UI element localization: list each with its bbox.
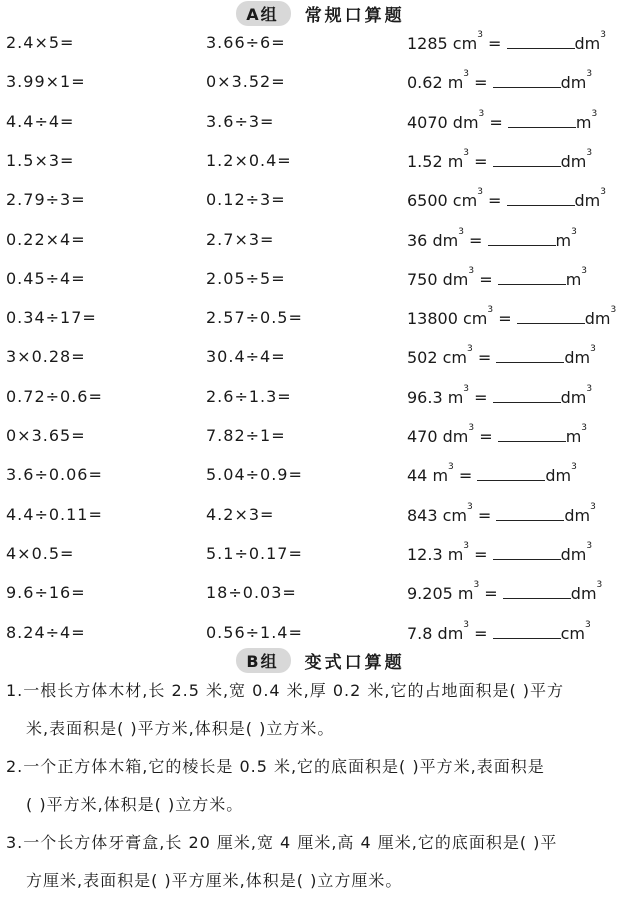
cube-sup: 3: [477, 30, 483, 40]
conversion-unit: dm: [545, 466, 572, 486]
equals-sign: =: [469, 544, 493, 564]
problem-col2: 30.4÷4=: [206, 347, 286, 367]
problem-col2: 7.82÷1=: [206, 426, 286, 445]
conversion-left: 750 dm: [407, 269, 469, 289]
conversion-unit: dm: [564, 348, 591, 368]
problem-col1: 4.4÷4=: [6, 111, 75, 131]
cube-sup: 3: [596, 580, 603, 591]
cube-sup: 3: [581, 423, 588, 433]
calc-row: [0, 580, 641, 613]
conversion-left: 502 cm: [407, 348, 468, 368]
conversion-left: 0.62 m: [407, 73, 464, 93]
answer-blank[interactable]: [493, 72, 561, 88]
answer-blank[interactable]: [503, 583, 571, 599]
problem-col1: 3.6÷0.06=: [6, 465, 103, 485]
section-a-header: [0, 0, 641, 26]
conversion-unit: dm: [560, 544, 587, 564]
equals-sign: =: [493, 309, 517, 329]
cube-sup: 3: [463, 619, 470, 630]
calc-row: [0, 383, 641, 417]
unit-conversion: [407, 30, 606, 53]
conversion-left: 96.3 m: [407, 387, 464, 407]
equals-sign: =: [482, 191, 507, 211]
problem-col1: 0.72÷0.6=: [6, 386, 103, 406]
cube-sup: 3: [571, 226, 577, 237]
problem-col2: 3.66÷6=: [206, 33, 286, 52]
unit-conversion: [407, 540, 593, 564]
unit-conversion: [407, 423, 588, 446]
conversion-unit: dm: [560, 151, 587, 171]
equals-sign: =: [472, 505, 497, 525]
problem-col1: 4×0.5=: [6, 543, 75, 563]
answer-blank[interactable]: [488, 230, 556, 246]
conversion-unit: dm: [560, 73, 587, 93]
equals-sign: =: [469, 387, 493, 407]
problem-2-line-2: ( )平方米,体积是( )立方米。: [26, 795, 244, 814]
cube-sup: 3: [463, 69, 470, 80]
cube-sup: 3: [478, 108, 485, 119]
problem-col1: 9.6÷16=: [6, 583, 86, 603]
unit-conversion: [407, 265, 588, 289]
equals-sign: =: [469, 73, 493, 93]
unit-conversion: [407, 187, 606, 211]
word-problems: [0, 672, 641, 900]
problem-col2: 0×3.52=: [206, 72, 286, 92]
cube-sup: 3: [468, 265, 475, 276]
cube-sup: 3: [586, 147, 593, 158]
calc-row: [0, 501, 641, 535]
conversion-unit: cm: [560, 623, 585, 643]
conversion-left: 6500 cm: [407, 191, 478, 211]
unit-conversion: [407, 108, 598, 132]
problem-col1: 0×3.65=: [6, 426, 86, 445]
calc-row: [0, 305, 641, 338]
unit-conversion: [407, 305, 617, 329]
conversion-left: 7.8 dm: [407, 623, 464, 643]
conversion-left: 9.205 m: [407, 584, 474, 604]
equals-sign: =: [484, 112, 508, 132]
cube-sup: 3: [468, 423, 475, 433]
equals-sign: =: [474, 269, 498, 289]
problem-col1: 2.4×5=: [6, 33, 75, 52]
problem-1-line-2: 米,表面积是( )平方米,体积是( )立方米。: [26, 719, 335, 738]
equals-sign: =: [472, 348, 497, 368]
cube-sup: 3: [473, 580, 480, 591]
conversion-left: 470 dm: [407, 427, 469, 446]
problem-col2: 2.6÷1.3=: [206, 386, 292, 406]
answer-blank[interactable]: [498, 269, 566, 285]
answer-blank[interactable]: [493, 544, 561, 560]
answer-blank[interactable]: [517, 308, 585, 324]
section-a-badge: A组: [236, 1, 290, 26]
conversion-left: 1.52 m: [407, 151, 464, 171]
calc-row: [0, 423, 641, 456]
problem-3-line-1: 3.一个长方体牙膏盒,长 20 厘米,宽 4 厘米,高 4 厘米,它的底面积是( )平: [6, 833, 558, 852]
unit-conversion: [407, 147, 593, 171]
section-a-title: 常规口算题: [304, 5, 405, 26]
answer-blank[interactable]: [493, 387, 561, 403]
conversion-left: 12.3 m: [407, 544, 464, 564]
problem-col1: 8.24÷4=: [6, 622, 86, 642]
cube-sup: 3: [467, 501, 473, 512]
conversion-unit: m: [575, 112, 592, 132]
cube-sup: 3: [463, 147, 470, 158]
cube-sup: 3: [586, 383, 593, 394]
cube-sup: 3: [584, 619, 591, 630]
problem-col2: 18÷0.03=: [206, 583, 297, 603]
problem-col2: 2.57÷0.5=: [206, 308, 303, 328]
cube-sup: 3: [463, 383, 470, 394]
unit-conversion: [407, 619, 591, 643]
conversion-left: 843 cm: [407, 505, 468, 525]
cube-sup: 3: [590, 501, 596, 512]
problem-col2: 5.1÷0.17=: [206, 543, 303, 563]
problem-col2: 4.2×3=: [206, 504, 275, 524]
answer-blank[interactable]: [507, 190, 575, 206]
problem-col1: 0.45÷4=: [6, 268, 86, 288]
conversion-left: 36 dm: [407, 230, 459, 250]
problem-col2: 3.6÷3=: [206, 111, 275, 131]
equals-sign: =: [453, 466, 478, 486]
equals-sign: =: [469, 151, 493, 171]
cube-sup: 3: [591, 108, 598, 119]
cube-sup: 3: [600, 30, 606, 40]
problem-col1: 4.4÷0.11=: [6, 504, 103, 524]
problem-col2: 2.05÷5=: [206, 268, 286, 288]
problem-3-line-2: 方厘米,表面积是( )平方厘米,体积是( )立方厘米。: [26, 871, 403, 890]
answer-blank[interactable]: [508, 112, 576, 128]
answer-blank[interactable]: [493, 151, 561, 167]
cube-sup: 3: [487, 305, 494, 316]
conversion-unit: m: [565, 427, 582, 446]
conversion-left: 13800 cm: [407, 309, 488, 329]
calc-row: [0, 69, 641, 102]
answer-blank[interactable]: [496, 505, 564, 521]
cube-sup: 3: [590, 344, 596, 355]
calc-row: [0, 540, 641, 574]
section-b-badge: B组: [236, 648, 290, 673]
answer-blank[interactable]: [477, 465, 545, 481]
answer-blank[interactable]: [507, 33, 575, 49]
cube-sup: 3: [458, 226, 464, 237]
unit-conversion: [407, 69, 593, 93]
cube-sup: 3: [463, 540, 470, 551]
equals-sign: =: [482, 34, 507, 53]
conversion-unit: m: [565, 269, 582, 289]
cube-sup: 3: [448, 462, 454, 473]
answer-blank[interactable]: [496, 347, 564, 363]
section-b-header: [0, 647, 641, 673]
cube-sup: 3: [586, 540, 593, 551]
conversion-unit: dm: [574, 34, 601, 53]
conversion-unit: dm: [570, 584, 597, 604]
cube-sup: 3: [600, 187, 606, 198]
conversion-unit: dm: [574, 191, 601, 211]
problem-col1: 3×0.28=: [6, 347, 86, 367]
problem-col1: 0.22×4=: [6, 229, 86, 249]
unit-conversion: [407, 226, 577, 250]
unit-conversion: [407, 462, 577, 486]
conversion-unit: dm: [560, 387, 587, 407]
problem-col2: 2.7×3=: [206, 229, 275, 249]
calc-row: [0, 30, 641, 63]
problem-col1: 2.79÷3=: [6, 190, 86, 210]
calc-row: [0, 226, 641, 260]
cube-sup: 3: [610, 305, 617, 316]
conversion-left: 44 m: [407, 466, 449, 486]
calc-row: [0, 108, 641, 142]
calc-row: [0, 265, 641, 299]
calc-row: [0, 187, 641, 220]
problem-col2: 0.56÷1.4=: [206, 622, 303, 642]
answer-blank[interactable]: [498, 426, 566, 442]
problem-col1: 0.34÷17=: [6, 308, 97, 328]
calc-row: [0, 147, 641, 181]
unit-conversion: [407, 344, 596, 368]
conversion-unit: dm: [564, 505, 591, 525]
calc-row: [0, 344, 641, 377]
equals-sign: =: [474, 427, 498, 446]
equals-sign: =: [479, 584, 503, 604]
equals-sign: =: [463, 230, 488, 250]
conversion-left: 4070 dm: [407, 112, 479, 132]
calc-row: [0, 462, 641, 495]
cube-sup: 3: [467, 344, 473, 355]
problem-col2: 5.04÷0.9=: [206, 465, 303, 485]
problem-col2: 1.2×0.4=: [206, 150, 292, 170]
problem-col1: 1.5×3=: [6, 150, 75, 170]
equals-sign: =: [469, 623, 493, 643]
problem-2-line-1: 2.一个正方体木箱,它的棱长是 0.5 米,它的底面积是( )平方米,表面积是: [6, 757, 545, 776]
unit-conversion: [407, 383, 593, 407]
cube-sup: 3: [571, 462, 577, 473]
conversion-left: 1285 cm: [407, 34, 478, 53]
section-b-title: 变式口算题: [304, 652, 405, 673]
problem-1-line-1: 1.一根长方体木材,长 2.5 米,宽 0.4 米,厚 0.2 米,它的占地面积是( )平方: [6, 681, 565, 700]
conversion-unit: dm: [584, 309, 611, 329]
cube-sup: 3: [477, 187, 483, 198]
cube-sup: 3: [581, 265, 588, 276]
problem-col2: 0.12÷3=: [206, 190, 286, 210]
unit-conversion: [407, 580, 603, 604]
conversion-unit: m: [555, 230, 572, 250]
cube-sup: 3: [586, 69, 593, 80]
unit-conversion: [407, 501, 596, 525]
answer-blank[interactable]: [493, 623, 561, 639]
problem-col1: 3.99×1=: [6, 72, 86, 92]
